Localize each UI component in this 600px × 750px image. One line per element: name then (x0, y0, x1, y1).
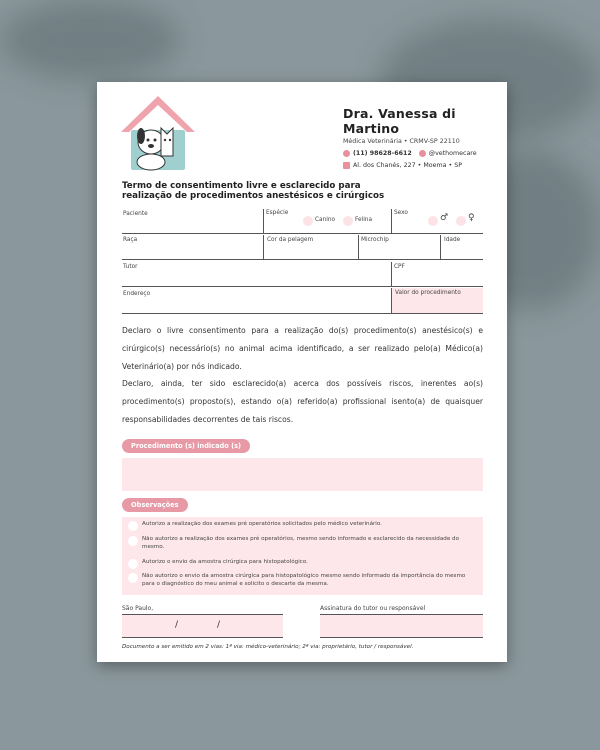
option-text: Não autorizo a realização dos exames pré operatórios, mesmo sendo informado e esclarecido da necessidade do mesmo. (142, 536, 460, 550)
tutor-label: Tutor (123, 264, 138, 270)
divider (391, 288, 392, 313)
male-radio[interactable] (428, 216, 438, 226)
sexo-label: Sexo (394, 210, 408, 216)
row-line (122, 233, 483, 234)
divider (263, 209, 264, 233)
phone-number: (11) 98628-6612 (353, 150, 412, 157)
date-input[interactable] (122, 615, 283, 637)
row-line (122, 259, 483, 260)
footer-note: Documento a ser emitido em 2 vias: 1ª via: médico-veterinário; 2ª via: proprietário, tutor / responsável. (122, 644, 414, 650)
canino-label: Canino (315, 217, 336, 223)
whatsapp-icon (343, 150, 350, 157)
row-line (320, 637, 483, 638)
valor-label: Valor do procedimento (395, 290, 461, 296)
doctor-info (343, 106, 483, 169)
option-checkbox[interactable] (128, 573, 138, 583)
row-line (122, 286, 483, 287)
paciente-label: Paciente (123, 211, 148, 217)
leaf-shadow (0, 0, 180, 80)
procedimento-input[interactable] (122, 458, 483, 491)
female-symbol-icon: ♀ (468, 213, 475, 223)
procedimento-heading: Procedimento (s) indicado (s) (122, 439, 250, 453)
date-separator: / (217, 620, 221, 630)
pet-house-logo-icon (117, 92, 199, 174)
city-label: São Paulo, (122, 605, 154, 612)
consent-form-document (97, 82, 507, 662)
instagram-handle: @vethomecare (428, 150, 477, 157)
option-row[interactable] (128, 558, 473, 566)
phone-row (343, 150, 483, 157)
document-icon (343, 162, 350, 169)
divider (391, 209, 392, 233)
cor-label: Cor da pelagem (267, 237, 314, 243)
option-row[interactable] (128, 535, 473, 551)
declaration-paragraph-2: Declaro, ainda, ter sido esclarecido(a) acerca dos possíveis riscos, inerentes ao(s) procedimento(s) proposto(s), estando o(a) referido(a) profissional isento(a) de quaisquer responsabilidades decorrentes de tais riscos. (122, 379, 483, 424)
doctor-role: Médica Veterinária • CRMV-SP 22110 (343, 138, 460, 145)
observacoes-heading: Observações (122, 498, 188, 512)
microchip-label: Microchip (361, 237, 389, 243)
address: Al. dos Chanés, 227 • Moema • SP (353, 162, 462, 169)
option-checkbox[interactable] (128, 559, 138, 569)
row-line (122, 637, 283, 638)
option-row[interactable] (128, 520, 473, 528)
signature-input[interactable] (320, 615, 483, 637)
option-text: Autorizo a realização dos exames pré operatórios solicitados pelo médico veterinário. (142, 521, 382, 527)
option-text: Não autorizo o envio da amostra cirúrgica para histopatológico mesmo sendo informado da importância do mesmo para o diagnóstico do meu animal e solicito o descarte da mesma. (142, 573, 466, 587)
address-row (343, 162, 483, 169)
cpf-label: CPF (394, 264, 405, 270)
form-title-line1: Termo de consentimento livre e esclarecido para (122, 181, 361, 191)
canino-radio[interactable] (303, 216, 313, 226)
date-separator: / (175, 620, 179, 630)
option-text: Autorizo o envio da amostra cirúrgica para histopatológico. (142, 559, 308, 565)
male-symbol-icon: ♂ (440, 213, 449, 223)
especie-label: Espécie (266, 210, 289, 216)
divider (440, 235, 441, 259)
form-title (122, 181, 384, 201)
endereco-label: Endereço (123, 291, 151, 297)
raca-label: Raça (123, 237, 138, 243)
form-title-line2: realização de procedimentos anestésicos e cirúrgicos (122, 191, 385, 201)
divider (263, 235, 264, 259)
instagram-icon (419, 150, 426, 157)
felina-label: Felina (355, 217, 373, 223)
row-line (122, 313, 483, 314)
option-checkbox[interactable] (128, 536, 138, 546)
signature-label: Assinatura do tutor ou responsável (320, 605, 426, 612)
divider (358, 235, 359, 259)
divider (391, 262, 392, 286)
option-row[interactable] (128, 572, 473, 588)
option-checkbox[interactable] (128, 521, 138, 531)
declaration-paragraph-1: Declaro o livre consentimento para a realização do(s) procedimento(s) anestésico(s) e cirúrgico(s) necessário(s) no animal acima identificado, a ser realizado pelo(a) Médico(a) Veterinário(a) por nós indicado. (122, 326, 483, 371)
female-radio[interactable] (456, 216, 466, 226)
doctor-name: Dra. Vanessa di Martino (343, 106, 456, 136)
felina-radio[interactable] (343, 216, 353, 226)
idade-label: Idade (444, 237, 461, 243)
declaration-text (122, 322, 483, 429)
